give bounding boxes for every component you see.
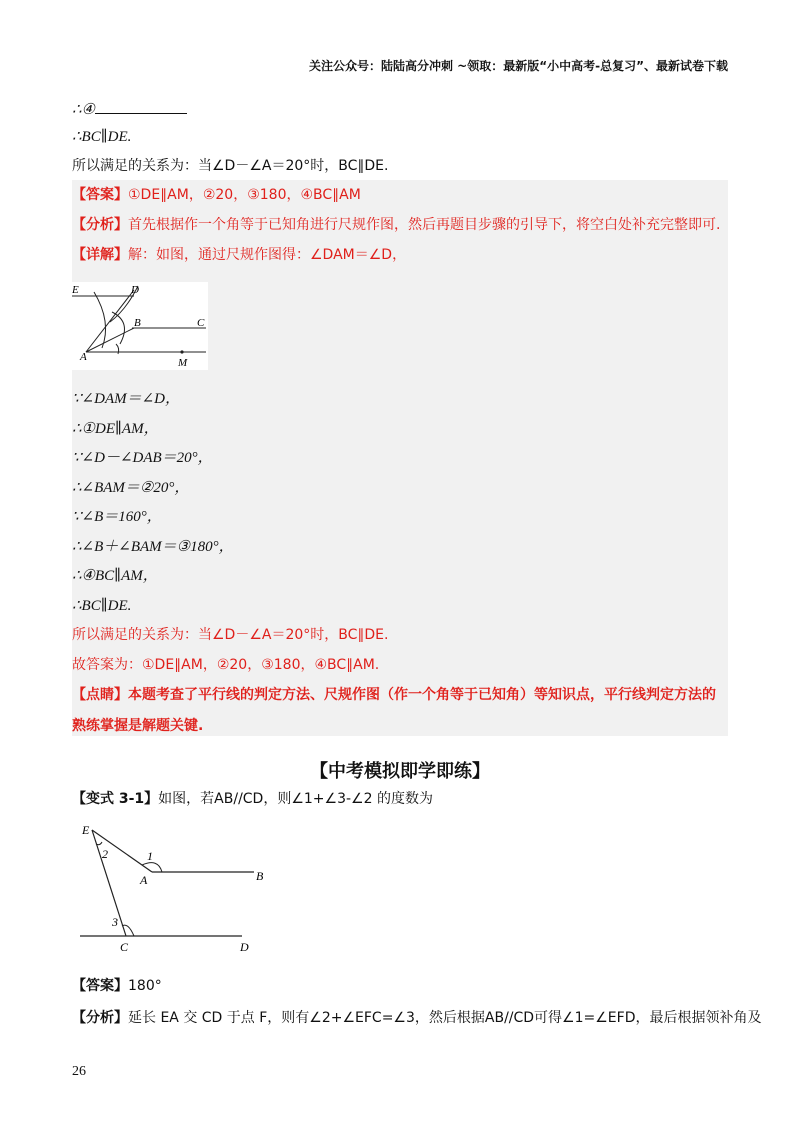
label-e: E bbox=[82, 823, 90, 837]
page-number: 26 bbox=[72, 1064, 86, 1079]
label-b: B bbox=[256, 869, 264, 883]
step-8: ∴BC∥DE. bbox=[72, 598, 132, 614]
label-m: M bbox=[178, 357, 188, 369]
label-c: C bbox=[120, 940, 129, 954]
exercise-analysis: 【分析】延长 EA 交 CD 于点 F，则有∠2+∠EFC=∠3，然后根据AB//CD可得∠1=∠EFD，最后根据领补角及 bbox=[72, 1010, 762, 1026]
step-1: ∵∠DAM＝∠D， bbox=[72, 391, 181, 407]
exercise-line: 【变式 3-1】如图，若AB//CD，则∠1+∠3-∠2 的度数为 bbox=[72, 791, 433, 807]
blank-underline bbox=[95, 99, 187, 114]
label-c: C bbox=[197, 317, 205, 329]
label-angle-2: 2 bbox=[102, 847, 108, 861]
step-5: ∵∠B＝160°， bbox=[72, 509, 162, 525]
step-2: ∴①DE∥AM， bbox=[72, 421, 159, 437]
label-d: D bbox=[131, 284, 139, 296]
answer-line: 【答案】①DE∥AM，②20，③180，④BC∥AM bbox=[72, 187, 361, 203]
label-e: E bbox=[72, 284, 79, 296]
label-b: B bbox=[134, 317, 141, 329]
detail-line: 【详解】解：如图，通过尺规作图得：∠DAM＝∠D， bbox=[72, 247, 407, 263]
step-7: ∴④BC∥AM， bbox=[72, 568, 158, 584]
step-3: ∵∠D－∠DAB＝20°， bbox=[72, 450, 213, 466]
label-angle-1: 1 bbox=[147, 849, 153, 863]
parallel-lines-figure bbox=[72, 820, 282, 958]
line-relation: 所以满足的关系为：当∠D－∠A＝20°时，BC∥DE. bbox=[72, 158, 389, 174]
segment-ea bbox=[92, 830, 152, 872]
exercise-answer: 【答案】180° bbox=[72, 978, 162, 994]
page-header: 关注公众号：陆陆高分冲刺 ~领取：最新版“小中高考-总复习”、最新试卷下载 bbox=[309, 59, 728, 73]
step-9: 所以满足的关系为：当∠D－∠A＝20°时，BC∥DE. bbox=[72, 627, 389, 643]
point-m bbox=[180, 350, 183, 353]
label-d: D bbox=[240, 940, 249, 954]
line-bc-parallel-de: ∴BC∥DE. bbox=[72, 129, 132, 145]
step-4: ∴∠BAM＝②20°， bbox=[72, 480, 190, 496]
label-a: A bbox=[140, 873, 148, 887]
remark-line-2: 熟练掌握是解题关键. bbox=[72, 718, 204, 734]
section-title: 【中考模拟即学即练】 bbox=[310, 761, 490, 782]
remark-line-1: 【点睛】本题考查了平行线的判定方法、尺规作图（作一个角等于已知角）等知识点，平行线判定方法的 bbox=[72, 687, 716, 703]
segment-ec bbox=[92, 830, 126, 936]
line-blank-4: ∴④ bbox=[72, 99, 187, 120]
analysis-line: 【分析】首先根据作一个角等于已知角进行尺规作图，然后再题目步骤的引导下，将空白处补充完整即可. bbox=[72, 217, 721, 233]
step-6: ∴∠B＋∠BAM＝③180°， bbox=[72, 539, 234, 555]
label-a: A bbox=[80, 351, 87, 363]
label-angle-3: 3 bbox=[112, 915, 118, 929]
construction-figure bbox=[72, 282, 208, 370]
step-10: 故答案为：①DE∥AM，②20，③180，④BC∥AM. bbox=[72, 657, 380, 673]
